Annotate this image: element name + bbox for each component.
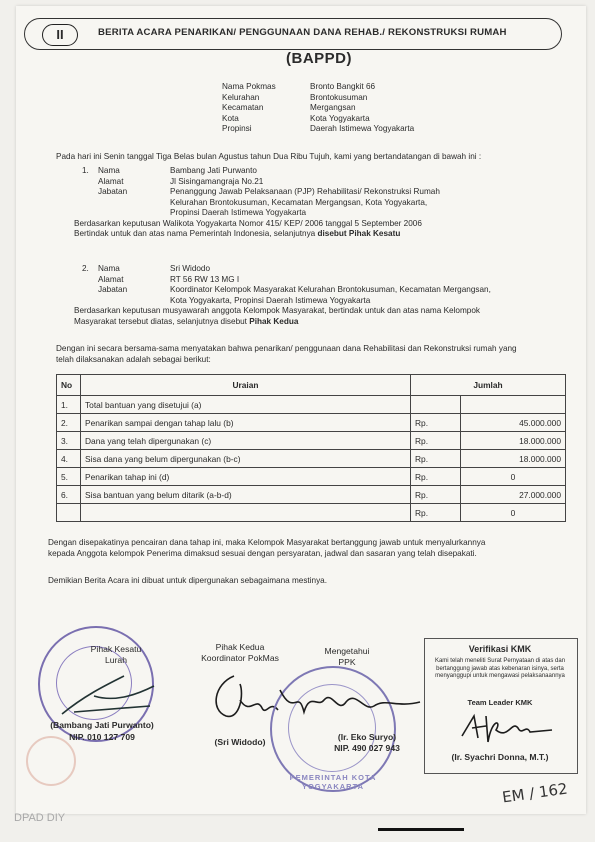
party-2 xyxy=(74,264,562,327)
alamat-label: Alamat xyxy=(98,176,124,186)
info-row xyxy=(222,92,368,104)
handwritten-number: EM / 162 xyxy=(501,779,569,807)
basis-text: Berdasarkan keputusan Walikota Yogyakarta Nomor 415/ KEP/ 2006 tanggal 5 September 2006 xyxy=(74,218,422,228)
info-value: Mergangsan xyxy=(310,103,356,112)
info-value: Brontokusuman xyxy=(310,92,368,102)
row-amount: 0 xyxy=(461,468,566,486)
signer-3-role: PPK xyxy=(338,657,356,667)
table-row xyxy=(57,504,566,522)
jabatan-value: Kota Yogyakarta, Propinsi Daerah Istimewa Yogyakarta xyxy=(170,295,371,305)
table-row xyxy=(57,486,566,504)
jabatan-label: Jabatan xyxy=(98,285,128,294)
bottom-bar xyxy=(378,828,464,831)
row-rp: Rp. xyxy=(411,486,461,504)
row-uraian: Sisa bantuan yang belum ditarik (a-b-d) xyxy=(81,486,411,504)
acting-text: Bertindak untuk dan atas nama Pemerintah Indonesia, selanjutnya disebut Pihak Kesatu xyxy=(74,229,401,238)
info-row xyxy=(222,124,415,135)
intro-text: Pada hari ini Senin tanggal Tiga Belas bulan Agustus tahun Dua Ribu Tujuh, kami yang bertandatangan di bawah ini : xyxy=(56,152,482,161)
party-number: 1. xyxy=(82,166,89,175)
info-label: Kota xyxy=(222,113,239,123)
signer-3-name: (Ir. Eko Suryo) xyxy=(337,732,397,742)
closing-text: kepada Anggota kelompok Penerima dimaksud sesuai dengan persyaratan, jadwal dan sasaran yang telah disepakati. xyxy=(48,549,477,558)
col-no-header: No xyxy=(57,375,81,396)
info-value: Kota Yogyakarta xyxy=(310,113,370,123)
signer-2-name: (Sri Widodo) xyxy=(214,737,266,747)
row-rp xyxy=(411,396,461,414)
table-row xyxy=(57,414,566,432)
info-label: Kecamatan xyxy=(222,103,264,112)
row-uraian: Penarikan tahap ini (d) xyxy=(81,468,411,486)
row-no: 5. xyxy=(57,468,81,486)
row-amount: 0 xyxy=(461,504,566,522)
info-value: Bronto Bangkit 66 xyxy=(310,82,376,91)
party-number: 2. xyxy=(82,264,89,273)
nama-value: Bambang Jati Purwanto xyxy=(170,166,257,175)
signature-3 xyxy=(274,678,424,728)
alamat-value: RT 56 RW 13 MG I xyxy=(170,274,240,284)
row-no xyxy=(57,504,81,522)
jabatan-value: Penanggung Jawab Pelaksanaan (PJP) Rehabilitasi/ Rekonstruksi Rumah xyxy=(170,187,440,196)
row-rp: Rp. xyxy=(411,432,461,450)
row-no: 1. xyxy=(57,396,81,414)
signer-3-title: Mengetahui xyxy=(324,646,370,656)
row-uraian: Sisa dana yang belum dipergunakan (b-c) xyxy=(81,450,411,468)
info-label: Propinsi xyxy=(222,124,252,133)
row-amount: 27.000.000 xyxy=(461,486,566,504)
row-uraian xyxy=(81,504,411,522)
signer-1-nip: NIP. 010 127 709 xyxy=(69,732,135,742)
row-rp: Rp. xyxy=(411,450,461,468)
alamat-label: Alamat xyxy=(98,274,124,284)
ppk-stamp-text: PEMERINTAH KOTA YOGYAKARTA xyxy=(289,773,377,791)
jabatan-value: Propinsi Daerah Istimewa Yogyakarta xyxy=(170,208,307,217)
dpad-seal-icon xyxy=(26,736,76,786)
dpad-watermark: DPAD DIY xyxy=(14,812,66,824)
agreement-text: Dengan ini secara bersama-sama menyatakan bahwa penarikan/ penggunaan dana Rehabilitasi dan Rekonstruksi rumah yang xyxy=(56,344,517,353)
party-1 xyxy=(74,166,552,240)
col-jumlah-header: Jumlah xyxy=(411,375,566,396)
document-abbreviation: (BAPPD) xyxy=(286,50,352,67)
table-row xyxy=(57,432,566,450)
document-title: BERITA ACARA PENARIKAN/ PENGGUNAAN DANA REHAB./ REKONSTRUKSI RUMAH xyxy=(98,27,507,38)
signer-4-name: (Ir. Syachri Donna, M.T.) xyxy=(451,752,549,762)
row-uraian: Dana yang telah dipergunakan (c) xyxy=(81,432,411,450)
info-row xyxy=(222,113,370,125)
basis-text: Masyarakat tersebut diatas, selanjutnya disebut Pihak Kedua xyxy=(74,316,299,326)
row-amount: 18.000.000 xyxy=(461,432,566,450)
row-no: 2. xyxy=(57,414,81,432)
row-amount: 18.000.000 xyxy=(461,450,566,468)
info-label: Nama Pokmas xyxy=(222,82,276,91)
nama-label: Nama xyxy=(98,166,120,175)
table-header-row xyxy=(57,375,566,396)
info-row xyxy=(222,82,376,93)
signer-2-title: Pihak Kedua xyxy=(215,642,265,652)
col-uraian-header: Uraian xyxy=(81,375,411,396)
jabatan-value: Kelurahan Brontokusuman, Kecamatan Mergangsan, Kota Yogyakarta, xyxy=(170,197,428,207)
info-value: Daerah Istimewa Yogyakarta xyxy=(310,124,415,133)
signer-4-title: Verifikasi KMK xyxy=(468,644,532,654)
signature-4 xyxy=(456,706,556,750)
kmk-statement: Kami telah meneliti Surat Pernyataan di atas dan bertanggung jawab atas kebenaran isinya, serta menyanggupi untuk mengawasi pelaksanaannya xyxy=(434,658,566,680)
row-no: 4. xyxy=(57,450,81,468)
nama-value: Sri Widodo xyxy=(170,264,211,273)
table-row xyxy=(57,468,566,486)
row-rp: Rp. xyxy=(411,468,461,486)
row-rp: Rp. xyxy=(411,414,461,432)
row-amount: 45.000.000 xyxy=(461,414,566,432)
closing-text: Dengan disepakatinya pencairan dana tahap ini, maka Kelompok Masyarakat bertanggung jawab untuk menyalurkannya xyxy=(48,538,486,547)
row-amount xyxy=(461,396,566,414)
signature-1 xyxy=(54,666,164,722)
table-row xyxy=(57,396,566,414)
signer-1-name: (Bambang Jati Purwanto) xyxy=(50,720,154,730)
signer-3-nip: NIP. 490 027 943 xyxy=(334,743,400,753)
row-no: 6. xyxy=(57,486,81,504)
basis-text: Berdasarkan keputusan musyawarah anggota Kelompok Masyarakat, bertindak untuk dan atas nama Kelompok xyxy=(74,306,480,315)
closing-text: Demikian Berita Acara ini dibuat untuk dipergunakan sebagaimana mestinya. xyxy=(48,576,327,585)
info-label: Kelurahan xyxy=(222,92,260,102)
info-row xyxy=(222,103,356,114)
agreement-text: telah dilaksanakan adalah sebagai berikut: xyxy=(56,355,211,364)
alamat-value: Jl Sisingamangraja No.21 xyxy=(170,176,264,186)
row-rp: Rp. xyxy=(411,504,461,522)
signer-4-role: Team Leader KMK xyxy=(467,698,533,707)
jabatan-label: Jabatan xyxy=(98,187,128,196)
document-page xyxy=(16,6,586,814)
signer-1-title: Pihak Kesatu xyxy=(90,644,142,654)
signer-1-role: Lurah xyxy=(105,655,127,665)
jabatan-value: Koordinator Kelompok Masyarakat Kelurahan Brontokusuman, Kecamatan Mergangsan, xyxy=(170,285,491,294)
table-row xyxy=(57,450,566,468)
section-number: II xyxy=(42,24,78,46)
row-uraian: Total bantuan yang disetujui (a) xyxy=(81,396,411,414)
nama-label: Nama xyxy=(98,264,120,273)
disbursement-table xyxy=(56,374,566,522)
row-uraian: Penarikan sampai dengan tahap lalu (b) xyxy=(81,414,411,432)
signer-2-role: Koordinator PokMas xyxy=(201,653,279,663)
row-no: 3. xyxy=(57,432,81,450)
pokmas-info xyxy=(222,82,415,135)
